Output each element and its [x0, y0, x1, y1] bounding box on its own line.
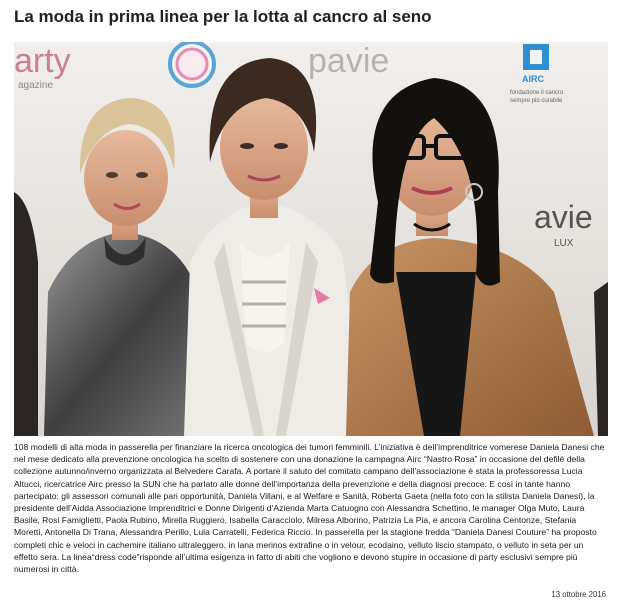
svg-text:AIRC: AIRC — [522, 74, 544, 84]
article-date: 13 ottobre 2016 — [551, 590, 606, 599]
svg-text:sempre più curabile: sempre più curabile — [510, 98, 563, 104]
backdrop-logo-circle — [170, 42, 214, 86]
article-photo — [14, 42, 608, 436]
svg-text:arty: arty — [14, 42, 71, 80]
svg-text:fondazione il cancro: fondazione il cancro — [510, 90, 564, 96]
article-headline: La moda in prima linea per la lotta al cancro al seno — [14, 7, 432, 26]
svg-text:avie: avie — [534, 199, 593, 235]
article-body: 108 modelli di alta moda in passerella per finanziare la ricerca oncologica dei tumori femminili. L’iniziativa è dell’imprenditrice vomerese Daniela Danesi che nel mese dedicato alla prevenzione oncologica ha scelto di sostenere con una donazione la campagna Airc “Nastro Rosa” in occasione del defilé della collezione autunno/inverno organizzata al Belvedere Carafa. A portare il saluto del comitato campano dell’associazione è stata la professoressa Lucia Altucci, ricercatrice Airc presso la SUN che ha parlato alle donne dell’importanza della prevenzione e della diagnosi precoce. E così in tante hanno partecipato: gli assessori comunali alle pari opportunità, Daniela Villani, e al Welfare e Sanità, Roberta Gaeta (nella foto con la stilista Daniela Danesi), la presidente dell’Aidda Associazione Imprenditrici e Donne Dirigenti d’Azienda Marta Catuogno con Alessandra Schettino, le manager Olga Muto, Laura Basile, Rosi Famiglietti, Paola Rubino, Mirella Ruggiero, Isabella Caracciolo, Milresa Alborino, Patrizia La Pia, e ancora Carolina Centonze, Stefania Moretti, Antonella Di Trana, Alessandra Perillo, Lula Carratelli, Federica Riccio. In passerella per la stagione fredda “Daniela Danesi Couture” ha proposto completi chic e veloci in cachemire italiano ultraleggero, in lana merinos extrafine o in velour, ecodaino, velluto liscio stampato, o velluto in seta per un effetto sera. La linea“dress code”risponde all’ultima esigenza in fatto di abiti che vogliono e devono stupire in occasione di party esclusivi sempre più numerosi in città. — [14, 442, 605, 575]
backdrop-logo-pavie-top — [308, 42, 389, 80]
svg-text:LUX: LUX — [554, 238, 574, 249]
photo-illustration — [14, 42, 608, 436]
svg-text:agazine: agazine — [18, 80, 54, 91]
svg-text:pavie: pavie — [308, 42, 390, 80]
